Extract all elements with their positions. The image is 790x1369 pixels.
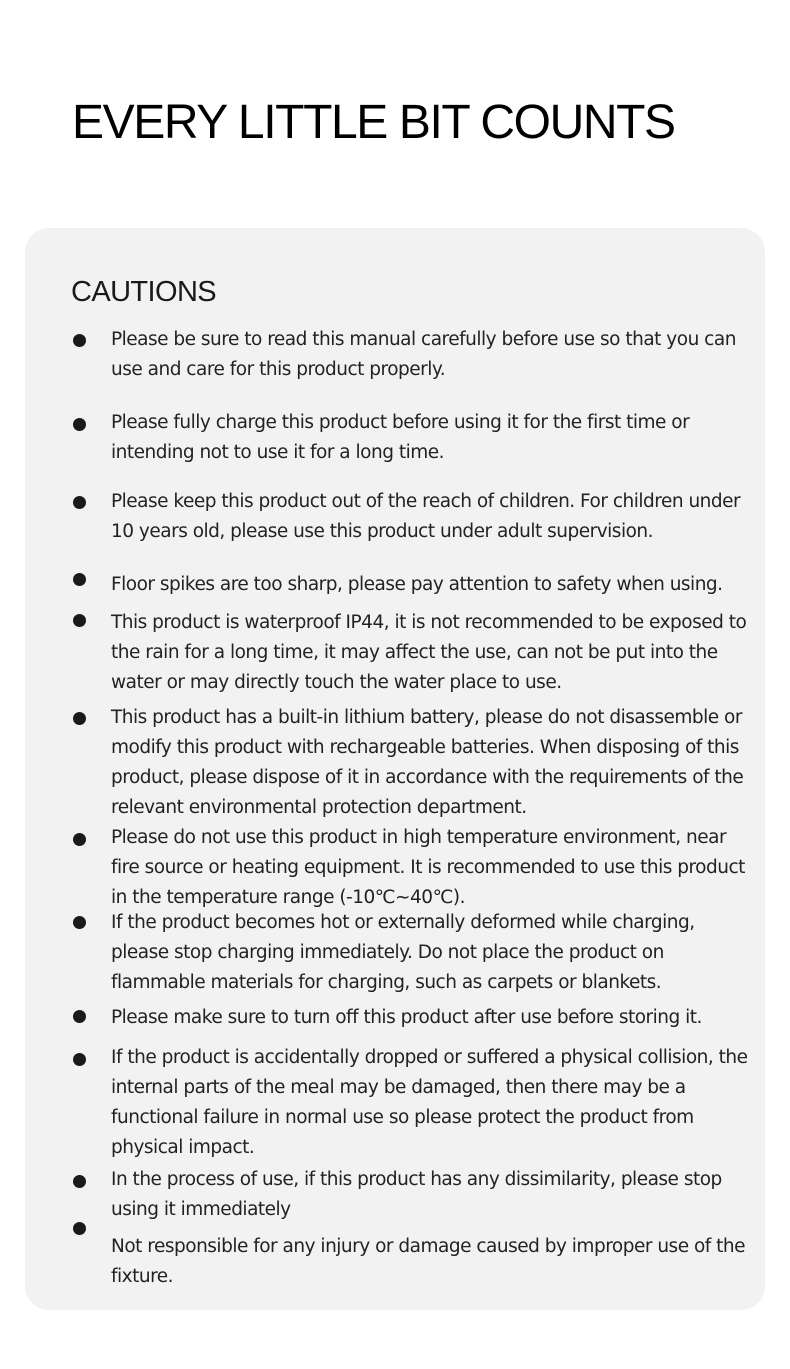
caution-item: Not responsible for any injury or damage caused by improper use of the fixture. xyxy=(111,1236,746,1287)
bullet-icon xyxy=(73,418,86,431)
caution-item: Please do not use this product in high temperature environment, near fire source or heating equipment. It is recommended to use this product in the temperature range (-10℃~40℃). xyxy=(111,827,745,908)
caution-item: Please fully charge this product before using it for the first time or intending not to use it for a long time. xyxy=(111,412,690,463)
bullet-icon xyxy=(73,614,86,627)
caution-item: If the product is accidentally dropped or suffered a physical collision, the internal parts of the meal may be damaged, then there may be a functional failure in normal use so please protect the product from physical impact. xyxy=(111,1047,748,1158)
page-headline: EVERY LITTLE BIT COUNTS xyxy=(72,96,675,149)
bullet-icon xyxy=(73,1010,86,1023)
cautions-title: CAUTIONS xyxy=(71,276,217,308)
caution-item: Please make sure to turn off this product after use before storing it. xyxy=(111,1007,702,1028)
cautions-panel xyxy=(25,228,765,1310)
bullet-icon xyxy=(73,833,86,846)
bullet-icon xyxy=(73,496,86,509)
bullet-icon xyxy=(73,1175,86,1188)
caution-item: If the product becomes hot or externally deformed while charging, please stop charging immediately. Do not place the product on flammable materials for charging, such as carpets or blankets. xyxy=(111,912,695,993)
bullet-icon xyxy=(73,916,86,929)
bullet-icon xyxy=(73,1222,86,1235)
bullet-icon xyxy=(73,573,86,586)
caution-item: Please keep this product out of the reach of children. For children under 10 years old, please use this product under adult supervision. xyxy=(111,491,741,542)
caution-item: Please be sure to read this manual carefully before use so that you can use and care for this product properly. xyxy=(111,329,736,380)
bullet-icon xyxy=(73,1053,86,1066)
caution-item: This product has a built-in lithium battery, please do not disassemble or modify this product with rechargeable batteries. When disposing of this product, please dispose of it in accordance with the requirements of the relevant environmental protection department. xyxy=(111,707,744,818)
caution-item: In the process of use, if this product has any dissimilarity, please stop using it immediately xyxy=(111,1169,722,1220)
caution-item: Floor spikes are too sharp, please pay attention to safety when using. xyxy=(111,574,723,595)
bullet-icon xyxy=(73,712,86,725)
caution-item: This product is waterproof IP44, it is not recommended to be exposed to the rain for a long time, it may affect the use, can not be put into the water or may directly touch the water place to use. xyxy=(111,612,747,693)
bullet-icon xyxy=(73,334,86,347)
